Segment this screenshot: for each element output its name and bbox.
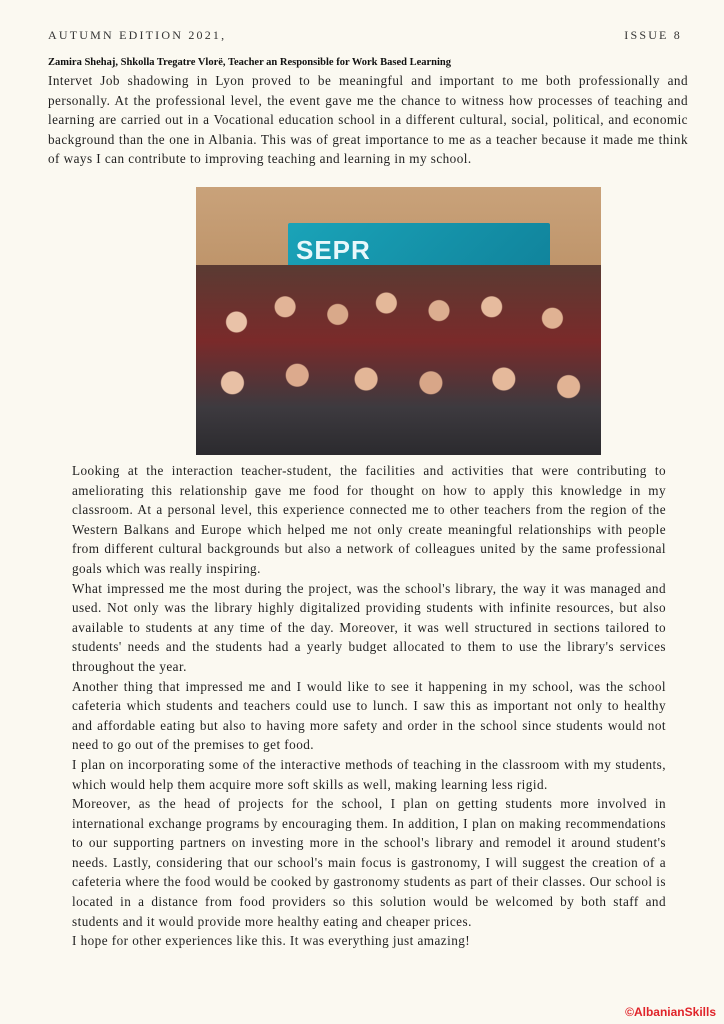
body-paragraph: What impressed me the most during the project, was the school's library, the way it was managed and used. Not only was the library highly digitalized providing students with infinite resources, but also available to students at any time of the day. Moreover, it was well structured in sections tailored to students' needs and the students had a yearly budget allocated to them to use the library's services throughout the year. (72, 580, 666, 674)
photo-crowd (196, 265, 601, 455)
article-body (72, 461, 666, 951)
issue-label: ISSUE 8 (624, 28, 682, 42)
body-paragraph: Moreover, as the head of projects for the school, I plan on getting students more involved in international exchange programs by encouraging them. In addition, I plan on making recommendations to our supporting partners on investing more in the school's library and remodel it around student's needs. Lastly, considering that our school's main focus is gastronomy, I will suggest the creation of a cafeteria where the food would be cooked by gastronomy students as part of their classes. Our school is located in a distance from food providers so this solution would be welcomed by both staff and students and it would provide more healthy eating and cheaper prices. (72, 796, 666, 929)
edition-label: AUTUMN EDITION 2021, (48, 28, 227, 42)
author-line: Zamira Shehaj, Shkolla Tregatre Vlorë, Teacher an Responsible for Work Based Learning (48, 57, 452, 68)
brand-watermark: ©AlbanianSkills (625, 1005, 716, 1019)
page-header (48, 28, 682, 43)
photo-banner-logo: SEPR (296, 235, 371, 265)
body-paragraph: I hope for other experiences like this. It was everything just amazing! (72, 933, 471, 949)
body-paragraph: Another thing that impressed me and I would like to see it happening in my school, was the school cafeteria which students and teachers could use to lunch. I saw this as important not only to healthy and affordable eating but also to having more safety and order in the school since students would not need to go out of the premises to get food. (72, 678, 666, 753)
intro-paragraph: Intervet Job shadowing in Lyon proved to be meaningful and important to me both professionally and personally. At the professional level, the event gave me the chance to witness how processes of teaching and learning are carried out in a Vocational education school in a different cultural, social, political, and economic background than the one in Albania. This was of great importance to me as a teacher because it made me think of ways I can contribute to improving teaching and learning in my school. (48, 73, 688, 167)
body-paragraph: Looking at the interaction teacher-student, the facilities and activities that were contributing to ameliorating this relationship gave me food for thought on how to apply this knowledge in my classroom. At a personal level, this experience connected me to other teachers from the region of the Western Balkans and Europe which helped me not only create meaningful relationships with people from different cultural backgrounds but also a network of colleagues united by the same professional goals which was really inspiring. (72, 463, 666, 576)
group-photo (196, 187, 601, 455)
body-paragraph: I plan on incorporating some of the interactive methods of teaching in the classroom with my students, which would help them acquire more soft skills as well, making learning less rigid. (72, 756, 666, 792)
